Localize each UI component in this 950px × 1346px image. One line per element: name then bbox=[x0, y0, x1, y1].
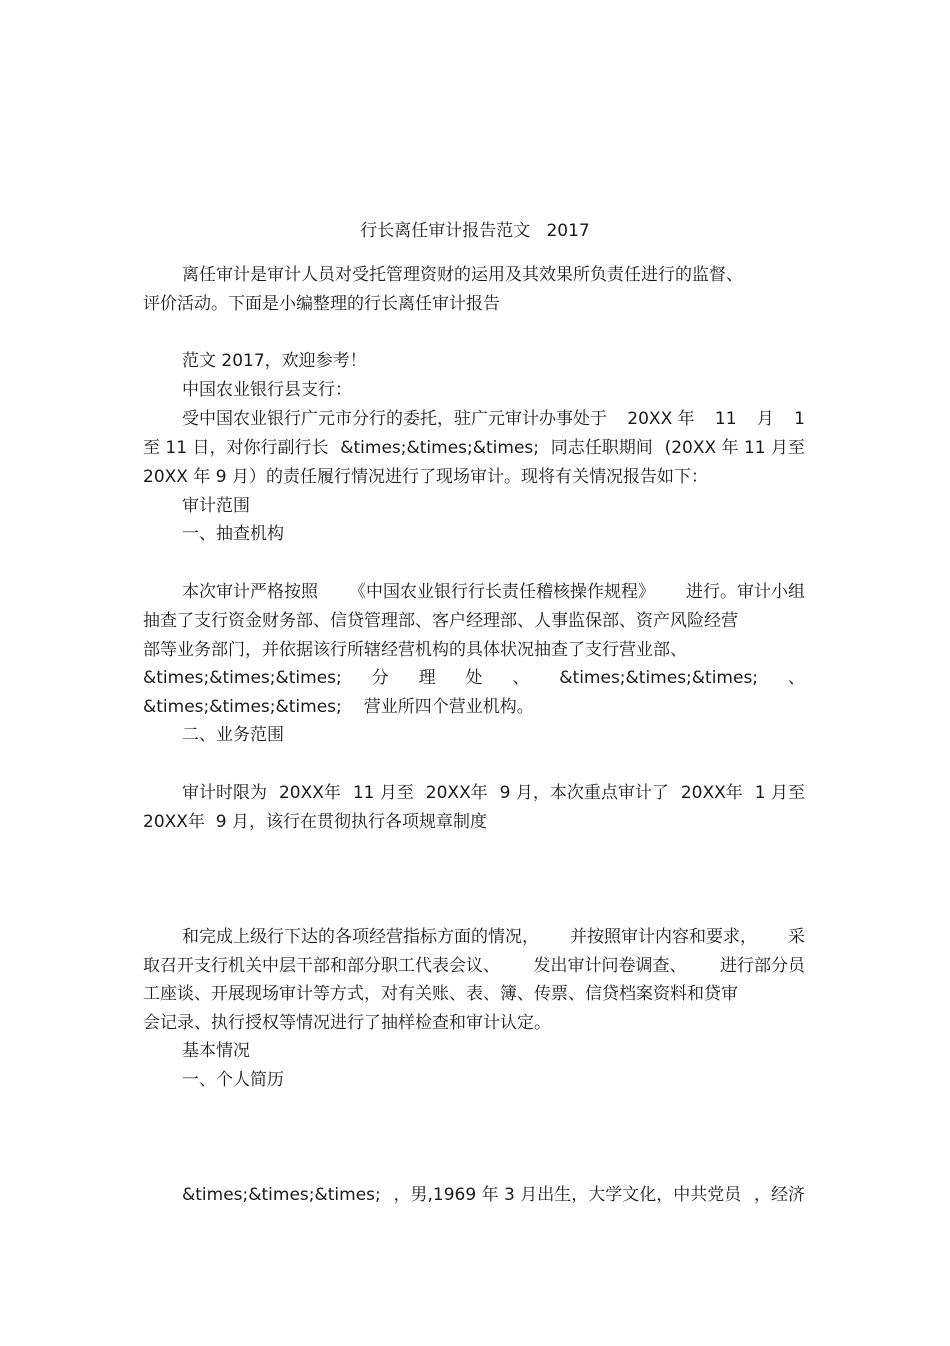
para1-line1-seg: 11 bbox=[714, 409, 737, 429]
para3-line1-seg: 20XX年 bbox=[680, 783, 743, 803]
para2-line5-seg: 营业所四个营业机构。 bbox=[363, 697, 534, 717]
section-heading-scope: 审计范围 bbox=[182, 496, 250, 516]
para3-line-1 bbox=[182, 781, 805, 805]
para1-line1-seg: 月 bbox=[756, 409, 774, 429]
para3-line-2: 20XX年 9 月，该行在贯彻执行各项规章制度 bbox=[143, 812, 487, 832]
document-title: 行长离任审计报告范文 2017 bbox=[360, 221, 590, 241]
para4-line2-seg: 取召开支行机关中层干部和部分职工代表会议、 bbox=[143, 956, 500, 976]
para2-line5-seg: &times;&times;&times; bbox=[143, 697, 342, 717]
para5-line1-seg: ，经济 bbox=[753, 1185, 805, 1205]
para1-line-1 bbox=[182, 407, 805, 431]
para5-line1-seg: ，男,1969 年 3 月出生，大学文化，中共党员 bbox=[393, 1185, 742, 1205]
para4-line-4: 会记录、执行授权等情况进行了抽样检查和审计认定。 bbox=[143, 1013, 551, 1033]
section-heading-basic: 基本情况 bbox=[182, 1041, 250, 1061]
para1-line2-seg: 同志任职期间 bbox=[550, 438, 653, 458]
para2-line4-seg: 、 bbox=[512, 668, 530, 688]
para1-line2-seg: &times;&times;&times; bbox=[340, 438, 539, 458]
para2-line1-seg: 本次审计严格按照 bbox=[182, 582, 318, 602]
para2-line-3: 部等业务部门，并依据该行所辖经营机构的具体状况抽查了支行营业部、 bbox=[143, 640, 687, 660]
para2-line4-seg: 理 bbox=[418, 668, 436, 688]
subheading-scope-2: 二、业务范围 bbox=[182, 725, 284, 745]
para4-line2-seg: 发出审计问卷调查、 bbox=[533, 956, 687, 976]
para3-line1-seg: 9 月，本次重点审计了 bbox=[499, 783, 669, 803]
para2-line4-seg: 分 bbox=[371, 668, 389, 688]
subheading-basic-1: 一、个人简历 bbox=[182, 1070, 284, 1090]
addressee-line: 中国农业银行县支行： bbox=[182, 380, 352, 400]
greeting-line: 范文 2017，欢迎参考！ bbox=[182, 351, 367, 371]
para2-line4-seg: &times;&times;&times; bbox=[559, 668, 759, 688]
para3-line1-seg: 审计时限为 bbox=[182, 783, 267, 803]
para3-line1-seg: 1 月至 bbox=[754, 783, 805, 803]
para2-line-5 bbox=[143, 695, 534, 719]
para2-line-1 bbox=[182, 580, 805, 604]
para4-line1-seg: 并按照审计内容和要求， bbox=[570, 927, 757, 947]
para1-line-3: 20XX 年 9 月）的责任履行情况进行了现场审计。现将有关情况报告如下： bbox=[143, 467, 708, 487]
para4-line2-seg: 进行部分员 bbox=[720, 956, 805, 976]
para1-line-2 bbox=[143, 436, 805, 460]
intro-line-1: 离任审计是审计人员对受托管理资财的运用及其效果所负责任进行的监督、 bbox=[182, 265, 743, 285]
para1-line2-seg: (20XX 年 11 月至 bbox=[664, 438, 805, 458]
para4-line-2 bbox=[143, 954, 805, 978]
para2-line1-seg: 进行。审计小组 bbox=[686, 582, 805, 602]
para1-line1-seg: 受中国农业银行广元市分行的委托，驻广元审计办事处于 bbox=[182, 409, 607, 429]
para3-line1-seg: 20XX年 bbox=[425, 783, 488, 803]
para1-line2-seg: 至 11 日，对你行副行长 bbox=[143, 438, 329, 458]
para2-line4-seg: &times;&times;&times; bbox=[143, 668, 342, 688]
para3-line1-seg: 11 月至 bbox=[352, 783, 414, 803]
para4-line-3: 工座谈、开展现场审计等方式，对有关账、表、簿、传票、信贷档案资料和贷审 bbox=[143, 984, 738, 1004]
para2-line-2: 抽查了支行资金财务部、信贷管理部、客户经理部、人事监保部、资产风险经营 bbox=[143, 611, 738, 631]
para1-line1-seg: 20XX 年 bbox=[627, 409, 695, 429]
intro-line-2: 评价活动。下面是小编整理的行长离任审计报告 bbox=[143, 294, 500, 314]
para4-line1-seg: 采 bbox=[788, 927, 805, 947]
para4-line1-seg: 和完成上级行下达的各项经营指标方面的情况， bbox=[182, 927, 539, 947]
para4-line-1 bbox=[182, 925, 805, 949]
subheading-scope-1: 一、抽查机构 bbox=[182, 524, 284, 544]
para2-line-4 bbox=[143, 666, 805, 690]
para1-line1-seg: 1 bbox=[794, 409, 805, 429]
para2-line4-seg: 处 bbox=[465, 668, 483, 688]
para5-line-1 bbox=[182, 1183, 805, 1207]
para3-line1-seg: 20XX年 bbox=[278, 783, 341, 803]
para2-line1-seg: 《中国农业银行行长责任稽核操作规程》 bbox=[349, 582, 655, 602]
para2-line4-seg: 、 bbox=[787, 668, 805, 688]
para5-line1-seg: &times;&times;&times; bbox=[182, 1185, 381, 1205]
